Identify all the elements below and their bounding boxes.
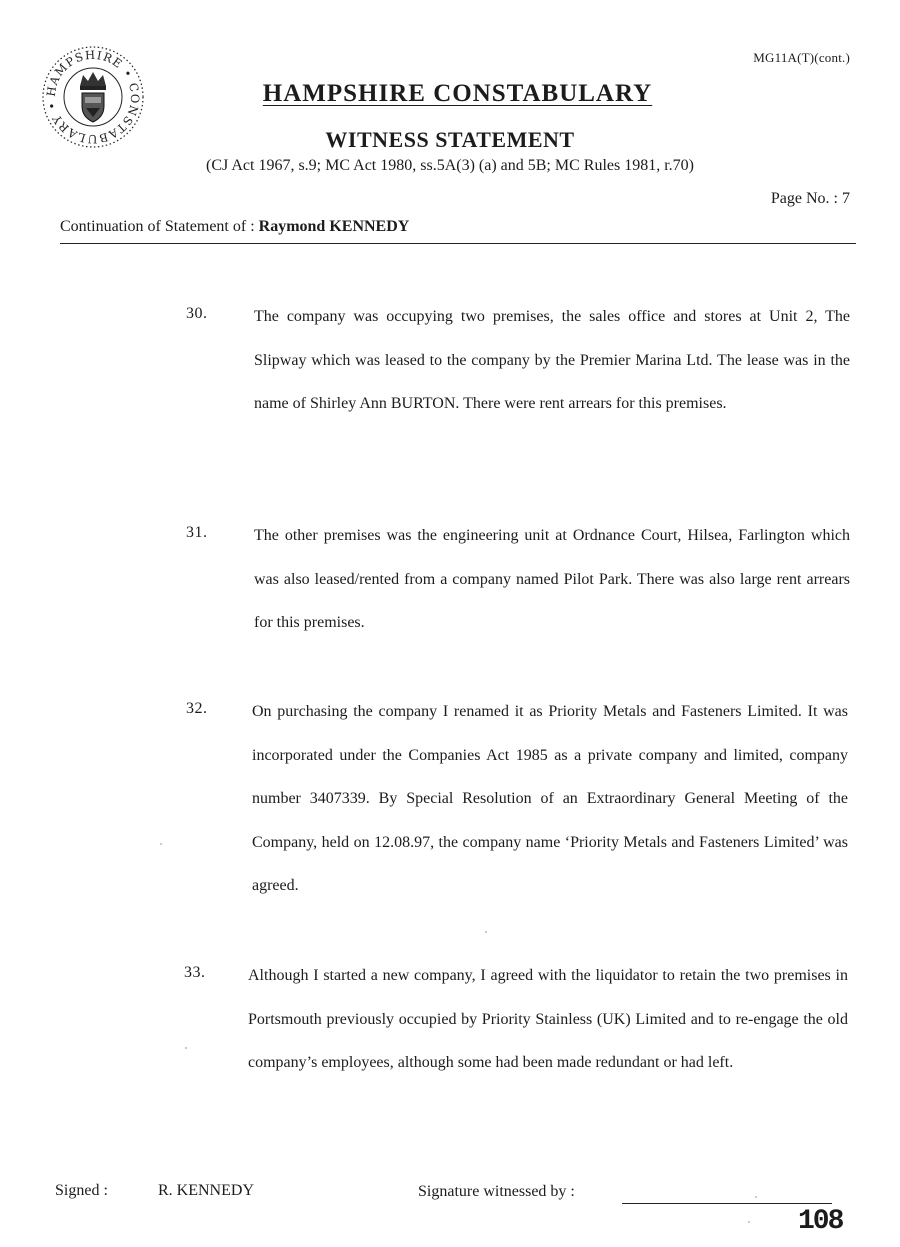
continuation-label: Continuation of Statement of : (60, 218, 255, 235)
scan-speck (185, 1047, 187, 1049)
paragraph-text: The other premises was the engineering unit at Ordnance Court, Hilsea, Farlington which was also leased/rented from a company named Pilot Park. There was also large rent arrears for this premises. (254, 527, 850, 632)
paragraph-number: 33. (184, 964, 206, 981)
crest-ring-text: HAMPSHIRE • CONSTABULARY • (43, 47, 143, 147)
organisation-title: HAMPSHIRE CONSTABULARY (262, 80, 653, 107)
scan-speck (485, 931, 487, 933)
signed-name: R. KENNEDY (158, 1182, 254, 1199)
paragraph-text: The company was occupying two premises, the sales office and stores at Unit 2, The Slipway which was leased to the company by the Premier Marina Ltd. The lease was in the name of Shirley Ann BURTON. There were rent arrears for this premises. (254, 308, 850, 413)
paragraph-number: 30. (186, 305, 208, 322)
page-number: Page No. : 7 (770, 190, 850, 207)
witness-signature-label: Signature witnessed by : (418, 1183, 575, 1200)
witness-name: Raymond KENNEDY (258, 218, 410, 235)
form-code: MG11A(T)(cont.) (753, 50, 850, 65)
statute-reference: (CJ Act 1967, s.9; MC Act 1980, ss.5A(3) (a) and 5B; MC Rules 1981, r.70) (206, 157, 694, 174)
page-stamp-number: 108 (798, 1206, 843, 1237)
scan-speck (160, 843, 162, 845)
document-title: WITNESS STATEMENT (325, 127, 575, 152)
paragraph-text: Although I started a new company, I agreed with the liquidator to retain the two premises in Portsmouth previously occupied by Priority Stainless (UK) Limited and to re-engage the old company’s employees, although some had been made redundant or had left. (248, 967, 848, 1072)
header-divider (60, 243, 856, 244)
scan-speck (748, 1221, 750, 1223)
paragraph-number: 32. (186, 700, 208, 717)
paragraph-number: 31. (186, 524, 208, 541)
signed-label: Signed : (55, 1182, 108, 1199)
continuation-line (60, 218, 409, 236)
witness-signature-line (622, 1203, 832, 1204)
paragraph-text: On purchasing the company I renamed it as Priority Metals and Fasteners Limited. It was incorporated under the Companies Act 1985 as a private company and limited, company number 3407339. By Special Resolution of an Extraordinary General Meeting of the Company, held on 12.08.97, the company name ‘Priority Metals and Fasteners Limited’ was agreed. (252, 703, 848, 895)
scan-speck (755, 1196, 757, 1198)
